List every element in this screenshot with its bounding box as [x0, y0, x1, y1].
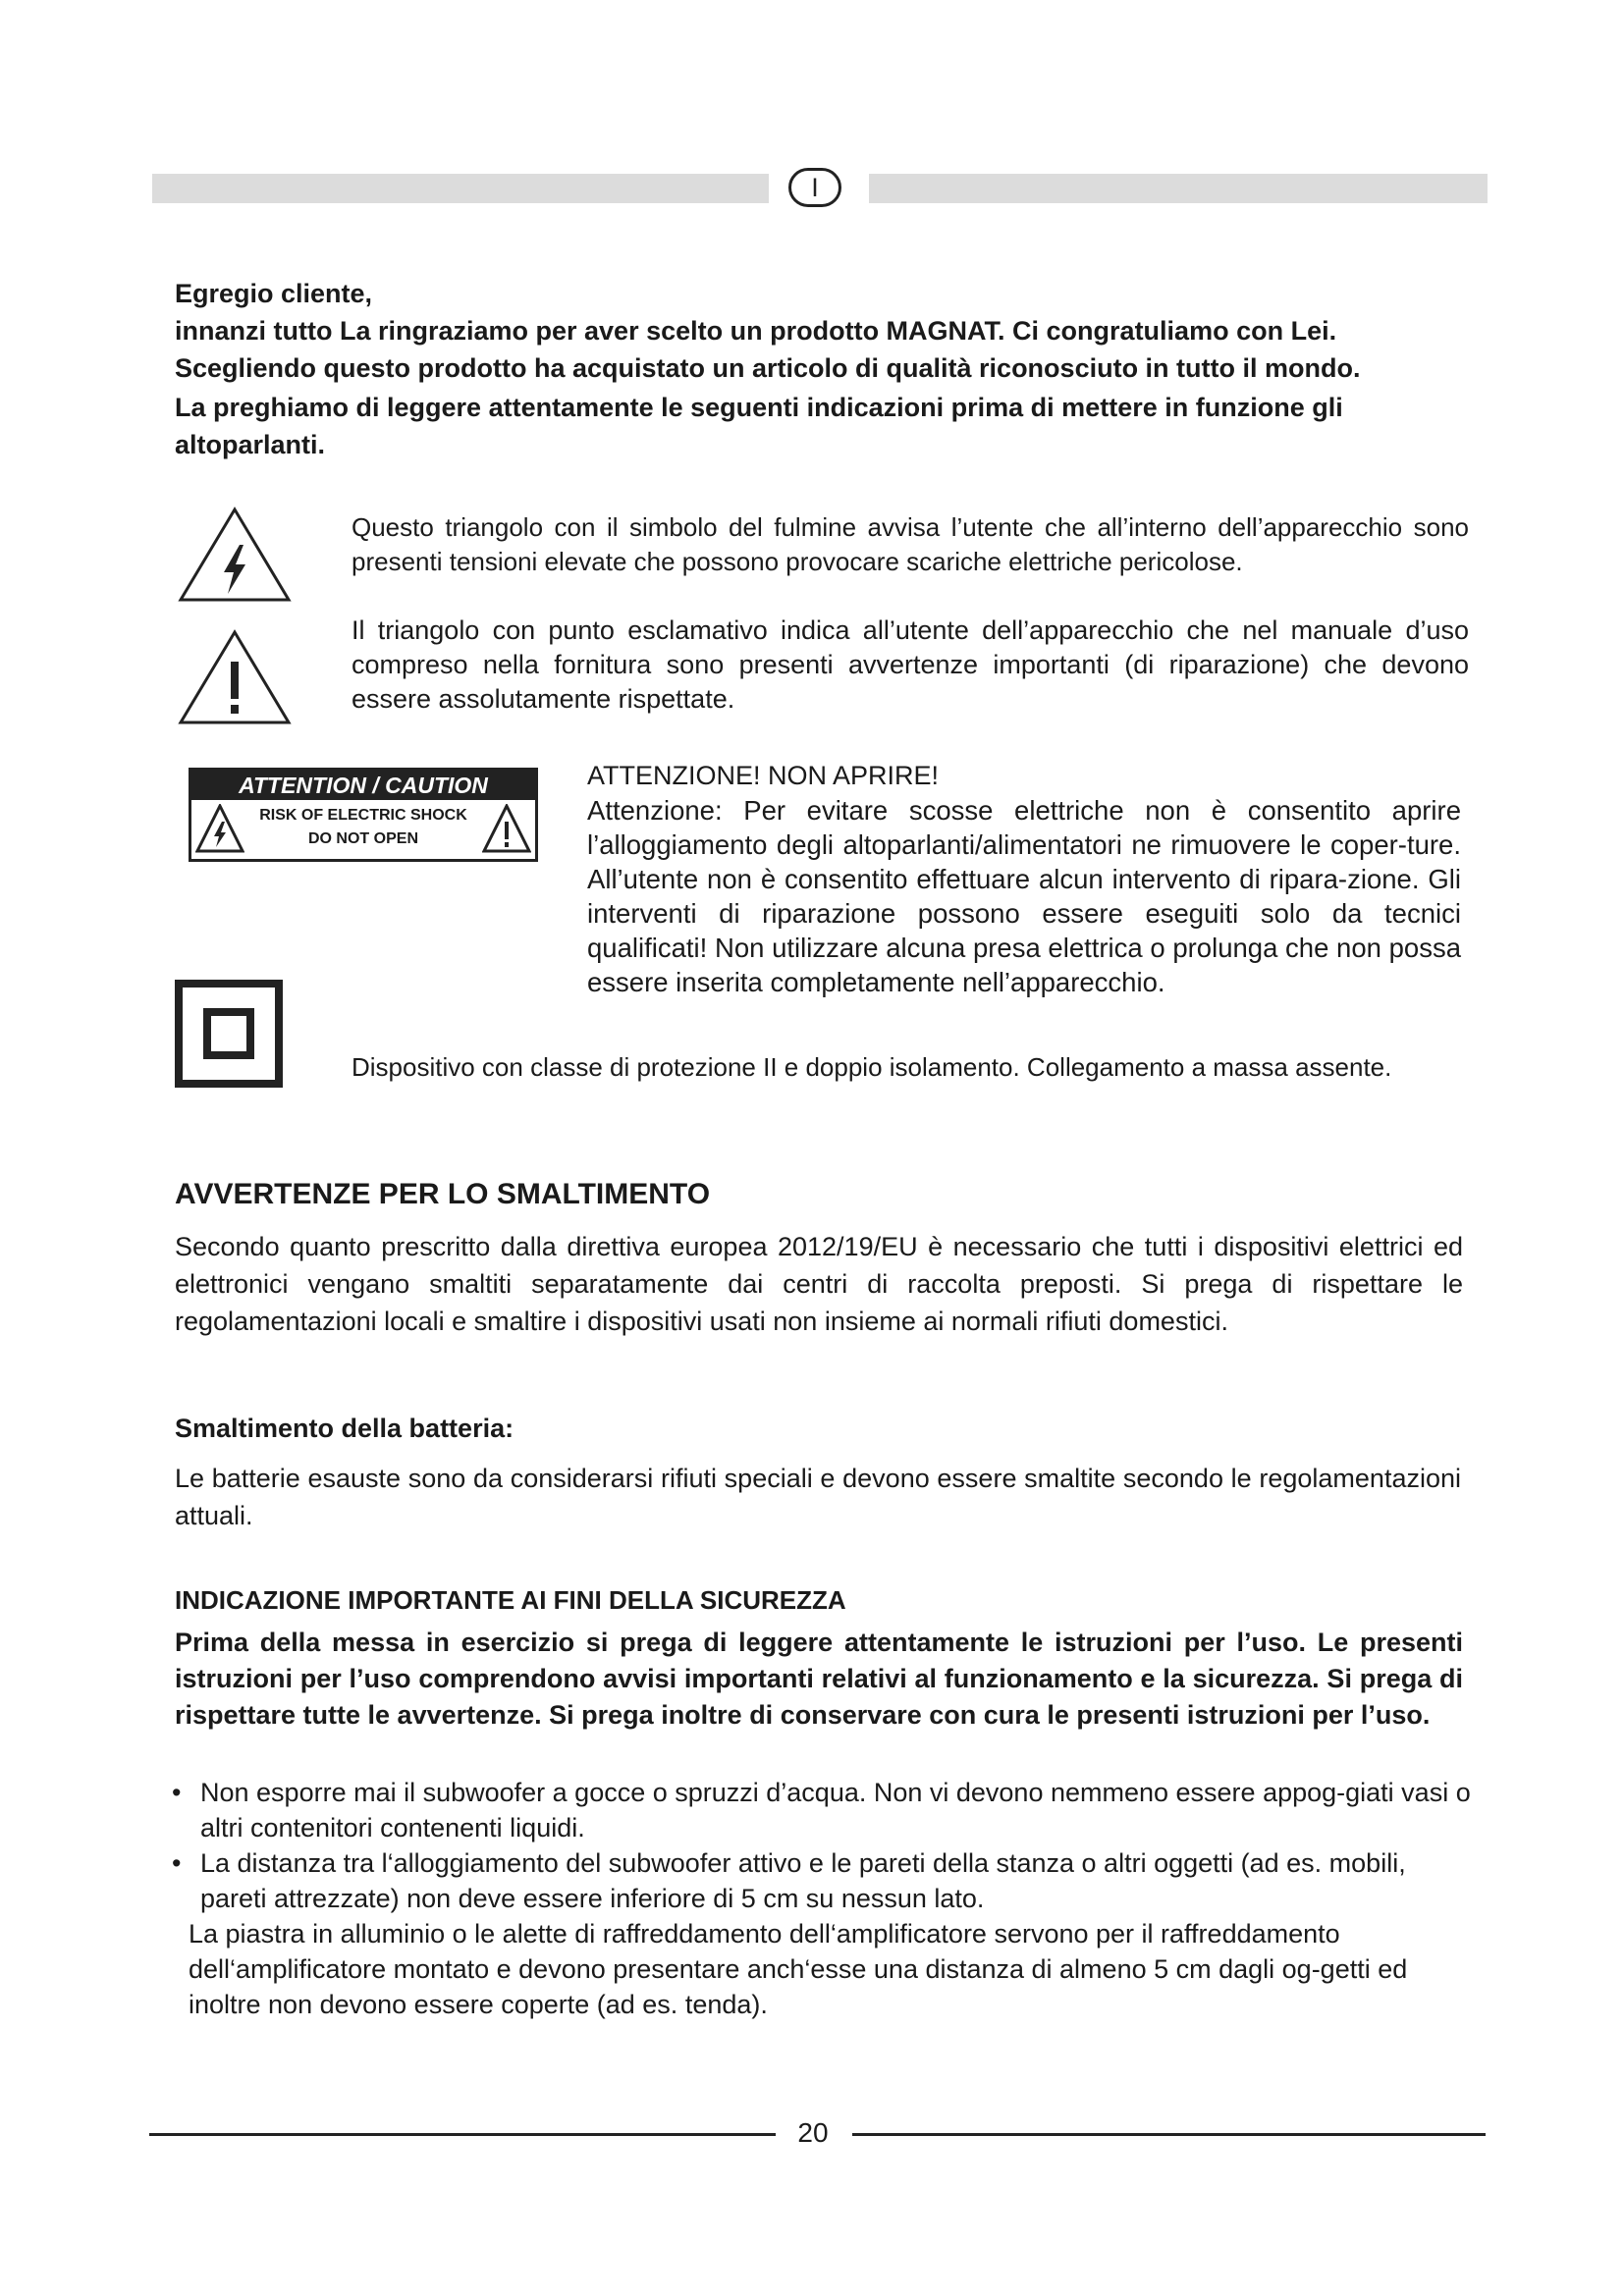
- greeting: Egregio cliente,: [175, 279, 373, 308]
- double-insulation-description: Dispositivo con classe di protezione II e doppio isolamento. Collegamento a massa assente.: [352, 1052, 1392, 1082]
- page-number: 20: [797, 2117, 829, 2148]
- safety-bullet-list: [172, 1775, 1473, 2022]
- exclamation-warning-icon: [177, 628, 293, 726]
- header-bar-left: [152, 174, 769, 203]
- caution-label-line1: RISK OF ELECTRIC SHOCK: [259, 807, 467, 824]
- disposal-title: AVVERTENZE PER LO SMALTIMENTO: [175, 1178, 711, 1210]
- bullet-text: La piastra in alluminio o le alette di raffreddamento dell‘amplificatore servono per il raffreddamento dell‘amplificatore montato e devono presentare anch‘esse una distanza di almeno 5 cm dagli og-getti ed inoltre non devono essere coperte (ad es. tenda).: [189, 1919, 1408, 2019]
- caution-label-title: ATTENTION / CAUTION: [191, 771, 535, 800]
- exclamation-description: Il triangolo con punto esclamativo indica all’utente dell’apparecchio che nel manuale d’uso compreso nella fornitura sono presenti avvertenze importanti (di riparazione) che devono essere assolutamente rispettate.: [352, 615, 1469, 714]
- caution-label: [189, 768, 538, 862]
- header-bar-right: [869, 174, 1488, 203]
- caution-description: Attenzione: Per evitare scosse elettriche non è consentito aprire l’alloggiamento degli altoparlanti/alimentatori ne rimuovere le coper-ture. All’utente non è consentito effettuare alcun intervento di ripara-zione. Gli interventi di riparazione possono essere eseguiti solo da tecnici qualificati! Non utilizzare alcuna presa elettrica o prolunga che non possa essere inserita completamente nell’apparecchio.: [587, 795, 1461, 997]
- lightning-description: Questo triangolo con il simbolo del fulmine avvisa l’utente che all’interno dell’apparecchio sono presenti tensioni elevate che possono provocare scariche elettriche pericolose.: [352, 512, 1469, 576]
- bullet-marker: •: [172, 1778, 182, 1807]
- footer-rule-right: [852, 2133, 1486, 2136]
- caution-label-line2: DO NOT OPEN: [307, 830, 418, 847]
- caution-heading: ATTENZIONE! NON APRIRE!: [587, 761, 940, 790]
- disposal-text: Secondo quanto prescritto dalla direttiva europea 2012/19/EU è necessario che tutti i dispositivi elettrici ed elettronici vengano smaltiti separatamente dai centri di raccolta preposti. Si prega di rispettare le regolamentazioni locali e smaltire i dispositivi usati non insieme ai normali rifiuti domestici.: [175, 1232, 1463, 1336]
- safety-intro: Prima della messa in esercizio si prega di leggere attentamente le istruzioni per l’uso. Le presenti istruzioni per l’uso comprendono avvisi importanti relativi al funzionamento e la sicurezza. Si prega di rispettare tutte le avvertenze. Si prega inoltre di conservare con cura le presenti istruzioni per l’uso.: [175, 1628, 1463, 1730]
- bullet-marker: •: [172, 1848, 182, 1878]
- battery-title: Smaltimento della batteria:: [175, 1414, 514, 1443]
- list-item: [172, 1845, 1473, 1916]
- list-item: [172, 1775, 1473, 1845]
- bullet-text: La distanza tra l‘alloggiamento del subwoofer attivo e le pareti della stanza o altri oggetti (ad es. mobili, pareti attrezzate) non deve essere inferiore di 5 cm su nessun lato.: [200, 1848, 1406, 1913]
- lightning-warning-icon: [177, 506, 293, 604]
- exclamation-icon: [482, 804, 531, 855]
- intro-paragraph: innanzi tutto La ringraziamo per aver scelto un prodotto MAGNAT. Ci congratuliamo con Lei. Scegliendo questo prodotto ha acquistato un articolo di qualità riconosciuto in tutto il mondo.: [175, 316, 1361, 383]
- intro-request: La preghiamo di leggere attentamente le seguenti indicazioni prima di mettere in funzione gli altoparlanti.: [175, 393, 1343, 459]
- footer-rule-left: [149, 2133, 776, 2136]
- lightning-icon: [195, 804, 244, 855]
- list-item: [172, 1916, 1473, 2022]
- language-badge: I: [788, 168, 841, 207]
- battery-text: Le batterie esauste sono da considerarsi rifiuti speciali e devono essere smaltite secondo le regolamentazioni attuali.: [175, 1464, 1461, 1530]
- safety-title: INDICAZIONE IMPORTANTE AI FINI DELLA SICUREZZA: [175, 1585, 846, 1615]
- double-insulation-icon: [175, 980, 283, 1088]
- bullet-text: Non esporre mai il subwoofer a gocce o spruzzi d’acqua. Non vi devono nemmeno essere appog-giati vasi o altri contenitori contenenti liquidi.: [200, 1778, 1471, 1842]
